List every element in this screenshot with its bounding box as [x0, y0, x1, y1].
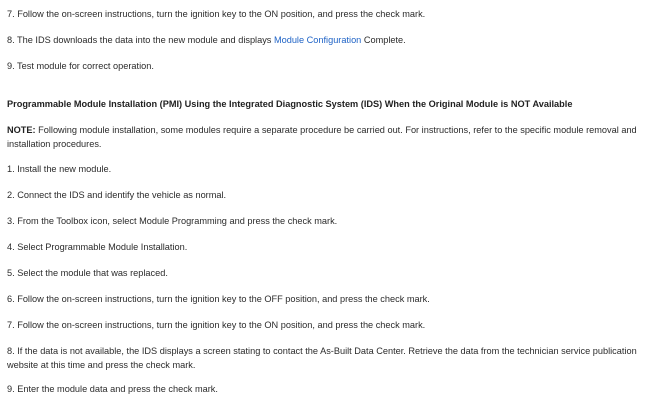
- step-5: 5. Select the module that was replaced.: [7, 268, 168, 278]
- step-2: 2. Connect the IDS and identify the vehicle as normal.: [7, 190, 227, 200]
- step-8-text-suffix: Complete.: [361, 35, 406, 45]
- step-3: 3. From the Toolbox icon, select Module Programming and press the check mark.: [7, 216, 338, 226]
- section-heading: Programmable Module Installation (PMI) Using the Integrated Diagnostic System (IDS) When the Original Module is NOT Available: [7, 99, 573, 109]
- note-label: NOTE:: [7, 125, 36, 135]
- step-1: 1. Install the new module.: [7, 164, 112, 174]
- module-configuration-link[interactable]: Module Configuration: [273, 35, 362, 45]
- step-8-text-prefix: 8. The IDS downloads the data into the new module and displays: [7, 35, 274, 45]
- step-4: 4. Select Programmable Module Installation.: [7, 242, 188, 252]
- step-7: 7. Follow the on-screen instructions, turn the ignition key to the ON position, and press the check mark.: [7, 320, 426, 330]
- step-9-top: 9. Test module for correct operation.: [7, 61, 154, 71]
- step-6: 6. Follow the on-screen instructions, turn the ignition key to the OFF position, and press the check mark.: [7, 294, 430, 304]
- step-8: 8. If the data is not available, the IDS displays a screen stating to contact the As-Built Data Center. Retrieve the data from the technician service publication website at this time and press the check mark.: [7, 346, 637, 370]
- step-8-top: [7, 33, 643, 47]
- step-7-top: 7. Follow the on-screen instructions, turn the ignition key to the ON position, and press the check mark.: [7, 9, 426, 19]
- note-paragraph: [7, 123, 643, 151]
- note-text: Following module installation, some modules require a separate procedure be carried out. For instructions, refer to the specific module removal and installation procedures.: [7, 125, 637, 149]
- step-9: 9. Enter the module data and press the check mark.: [7, 384, 218, 394]
